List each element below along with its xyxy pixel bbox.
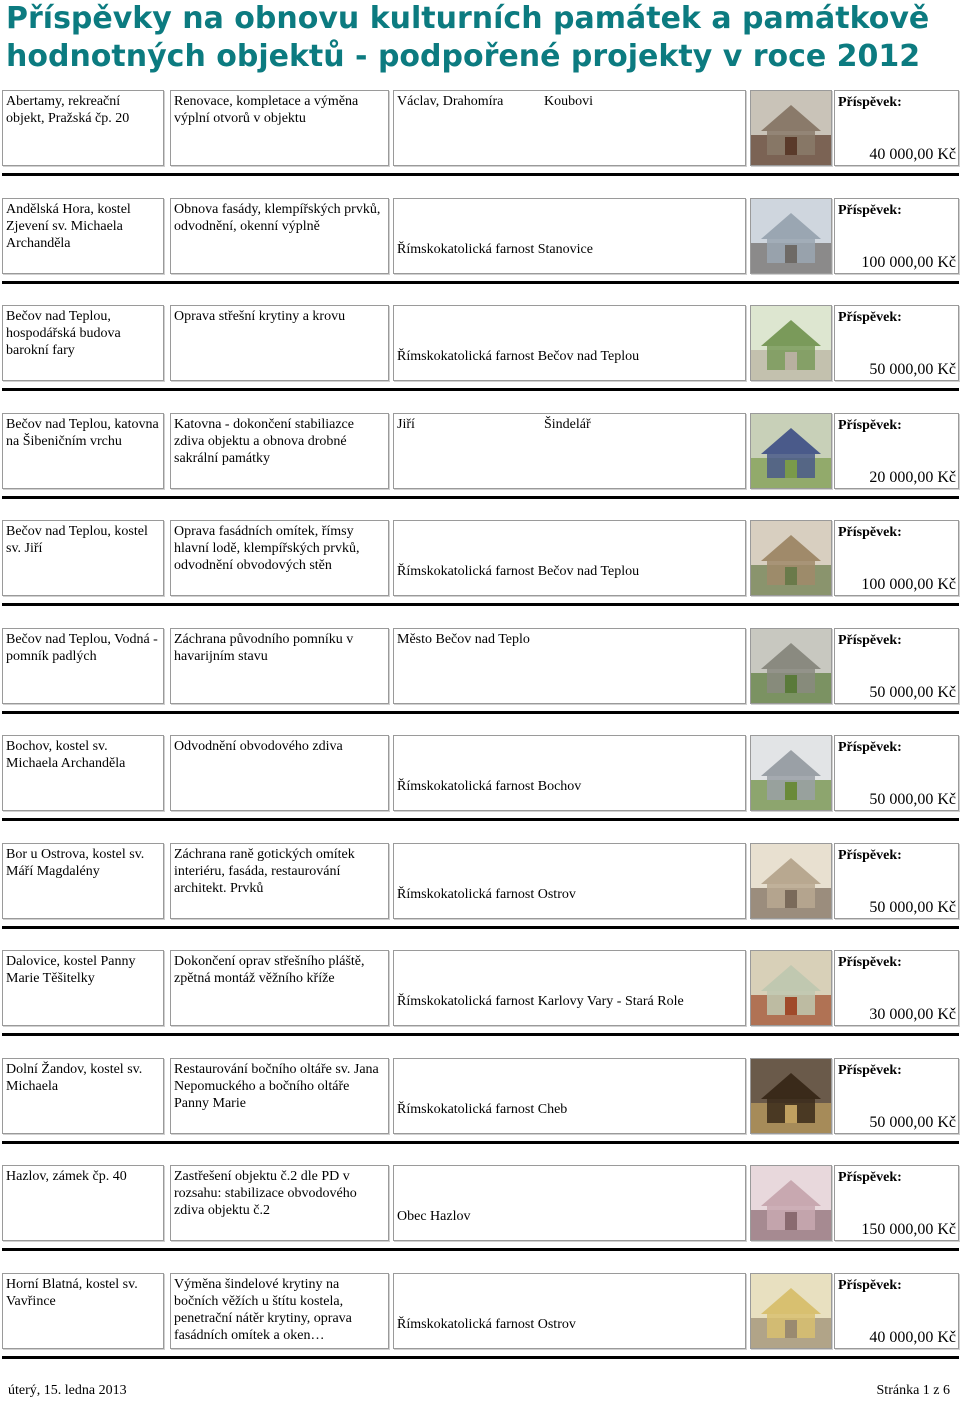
monument-photo (750, 1165, 832, 1241)
monument-name: Hazlov, zámek čp. 40 (2, 1165, 164, 1241)
record-row (0, 628, 960, 736)
owner-box (393, 90, 746, 166)
owner-box (393, 305, 746, 381)
monument-name: Bor u Ostrova, kostel sv. Máří Magdalény (2, 843, 164, 919)
project-description: Oprava fasádních omítek, římsy hlavní lodě, klempířských prvků, odvodnění obvodových stěn (170, 520, 389, 596)
amount-box (834, 1058, 959, 1134)
owner-organization: Římskokatolická farnost Stanovice (397, 241, 593, 257)
amount-value: 40 000,00 Kč (869, 1328, 956, 1346)
monument-photo (750, 1273, 832, 1349)
record-row (0, 735, 960, 843)
owner-organization: Římskokatolická farnost Cheb (397, 1101, 568, 1117)
amount-label: Příspěvek: (838, 310, 902, 325)
monument-name: Bečov nad Teplou, katovna na Šibeničním vrchu (2, 413, 164, 489)
amount-value: 20 000,00 Kč (869, 468, 956, 486)
monument-name: Dalovice, kostel Panny Marie Těšitelky (2, 950, 164, 1026)
record-row (0, 1058, 960, 1166)
record-row (0, 520, 960, 628)
project-description: Dokončení oprav střešního pláště, zpětná montáž věžního kříže (170, 950, 389, 1026)
amount-box (834, 198, 959, 274)
project-description: Restaurování bočního oltáře sv. Jana Nepomuckého a bočního oltáře Panny Marie (170, 1058, 389, 1134)
monument-name: Andělská Hora, kostel Zjevení sv. Michaela Archanděla (2, 198, 164, 274)
monument-photo (750, 843, 832, 919)
project-description: Odvodnění obvodového zdiva (170, 735, 389, 811)
owner-box (393, 1165, 746, 1241)
row-separator (2, 711, 959, 714)
project-description: Renovace, kompletace a výměna výplní otvorů v objektu (170, 90, 389, 166)
record-row (0, 950, 960, 1058)
owner-box (393, 1273, 746, 1349)
row-separator (2, 1141, 959, 1144)
page-title: Příspěvky na obnovu kulturních památek a památkově hodnotných objektů - podpořené projekty v roce 2012 (6, 1, 930, 74)
amount-label: Příspěvek: (838, 955, 902, 970)
amount-label: Příspěvek: (838, 202, 902, 218)
project-description: Záchrana původního pomníku v havarijním stavu (170, 628, 389, 704)
amount-label: Příspěvek: (838, 95, 902, 110)
owner-organization: Římskokatolická farnost Bečov nad Teplou (397, 349, 640, 364)
owner-organization: Římskokatolická farnost Ostrov (397, 886, 576, 902)
amount-box (834, 90, 959, 166)
record-row (0, 843, 960, 951)
amount-value: 30 000,00 Kč (869, 1006, 956, 1023)
owner-organization: Obec Hazlov (397, 1209, 471, 1224)
row-separator (2, 1033, 959, 1036)
project-description: Záchrana raně gotických omítek interiéru, fasáda, restaurování architekt. Prvků (170, 843, 389, 919)
record-row (0, 90, 960, 198)
monument-name: Bečov nad Teplou, kostel sv. Jiří (2, 520, 164, 596)
monument-photo (750, 198, 832, 274)
owner-organization: Římskokatolická farnost Bochov (397, 779, 582, 794)
amount-label: Příspěvek: (838, 740, 902, 755)
amount-label: Příspěvek: (838, 1170, 902, 1185)
owner-last-name: Šindelář (544, 416, 591, 432)
owner-first-name: Václav, Drahomíra (397, 94, 504, 109)
amount-label: Příspěvek: (838, 417, 902, 433)
project-description: Katovna - dokončení stabiliazce zdiva objektu a obnova drobné sakrální památky (170, 413, 389, 489)
monument-photo (750, 950, 832, 1026)
amount-box (834, 413, 959, 489)
owner-organization: Římskokatolická farnost Karlovy Vary - Stará Role (397, 994, 684, 1009)
amount-box (834, 1273, 959, 1349)
owner-box (393, 198, 746, 274)
owner-organization: Římskokatolická farnost Bečov nad Teplou (397, 564, 640, 579)
amount-label: Příspěvek: (838, 1062, 902, 1078)
record-row (0, 413, 960, 521)
amount-box (834, 950, 959, 1026)
record-row (0, 1165, 960, 1273)
monument-name: Horní Blatná, kostel sv. Vavřince (2, 1273, 164, 1349)
amount-box (834, 305, 959, 381)
owner-box (393, 735, 746, 811)
amount-value: 50 000,00 Kč (869, 791, 956, 808)
monument-name: Bečov nad Teplou, Vodná - pomník padlých (2, 628, 164, 704)
monument-photo (750, 1058, 832, 1134)
amount-value: 100 000,00 Kč (861, 576, 956, 593)
owner-first-name: Město Bečov nad Teplo (397, 631, 530, 647)
amount-box (834, 628, 959, 704)
row-separator (2, 1248, 959, 1251)
row-separator (2, 926, 959, 929)
record-row (0, 198, 960, 306)
amount-box (834, 520, 959, 596)
row-separator (2, 281, 959, 284)
amount-label: Příspěvek: (838, 632, 902, 648)
owner-box (393, 628, 746, 704)
amount-value: 40 000,00 Kč (869, 146, 956, 163)
footer-date: úterý, 15. ledna 2013 (8, 1383, 127, 1398)
row-separator (2, 818, 959, 821)
project-description: Zastřešení objektu č.2 dle PD v rozsahu: stabilizace obvodového zdiva objektu č.2 (170, 1165, 389, 1241)
owner-last-name: Koubovi (544, 94, 593, 109)
project-description: Výměna šindelové krytiny na bočních věžích u štítu kostela, penetrační nátěr krytiny, oprava fasádních omítek a oken… (170, 1273, 389, 1349)
monument-photo (750, 735, 832, 811)
monument-photo (750, 413, 832, 489)
amount-value: 50 000,00 Kč (869, 361, 956, 378)
record-row (0, 1273, 960, 1381)
project-description: Obnova fasády, klempířských prvků, odvodnění, okenní výplně (170, 198, 389, 274)
amount-label: Příspěvek: (838, 525, 902, 540)
amount-box (834, 843, 959, 919)
amount-value: 50 000,00 Kč (869, 683, 956, 701)
monument-name: Dolní Žandov, kostel sv. Michaela (2, 1058, 164, 1134)
monument-name: Bečov nad Teplou, hospodářská budova barokní fary (2, 305, 164, 381)
row-separator (2, 496, 959, 499)
monument-photo (750, 628, 832, 704)
owner-first-name: Jiří (397, 416, 415, 432)
footer-page-number: Stránka 1 z 6 (876, 1383, 950, 1398)
amount-value: 150 000,00 Kč (861, 1221, 956, 1238)
monument-name: Abertamy, rekreační objekt, Pražská čp. 20 (2, 90, 164, 166)
record-row (0, 305, 960, 413)
owner-box (393, 520, 746, 596)
amount-value: 50 000,00 Kč (869, 1113, 956, 1131)
amount-label: Příspěvek: (838, 847, 902, 863)
owner-organization: Římskokatolická farnost Ostrov (397, 1316, 576, 1332)
amount-box (834, 735, 959, 811)
monument-photo (750, 90, 832, 166)
owner-box (393, 950, 746, 1026)
row-separator (2, 173, 959, 176)
row-separator (2, 388, 959, 391)
row-separator (2, 1356, 959, 1359)
amount-value: 50 000,00 Kč (869, 898, 956, 916)
amount-value: 100 000,00 Kč (861, 253, 956, 271)
project-description: Oprava střešní krytiny a krovu (170, 305, 389, 381)
monument-name: Bochov, kostel sv. Michaela Archanděla (2, 735, 164, 811)
amount-box (834, 1165, 959, 1241)
monument-photo (750, 305, 832, 381)
row-separator (2, 603, 959, 606)
owner-box (393, 843, 746, 919)
owner-box (393, 413, 746, 489)
amount-label: Příspěvek: (838, 1277, 902, 1293)
owner-box (393, 1058, 746, 1134)
monument-photo (750, 520, 832, 596)
